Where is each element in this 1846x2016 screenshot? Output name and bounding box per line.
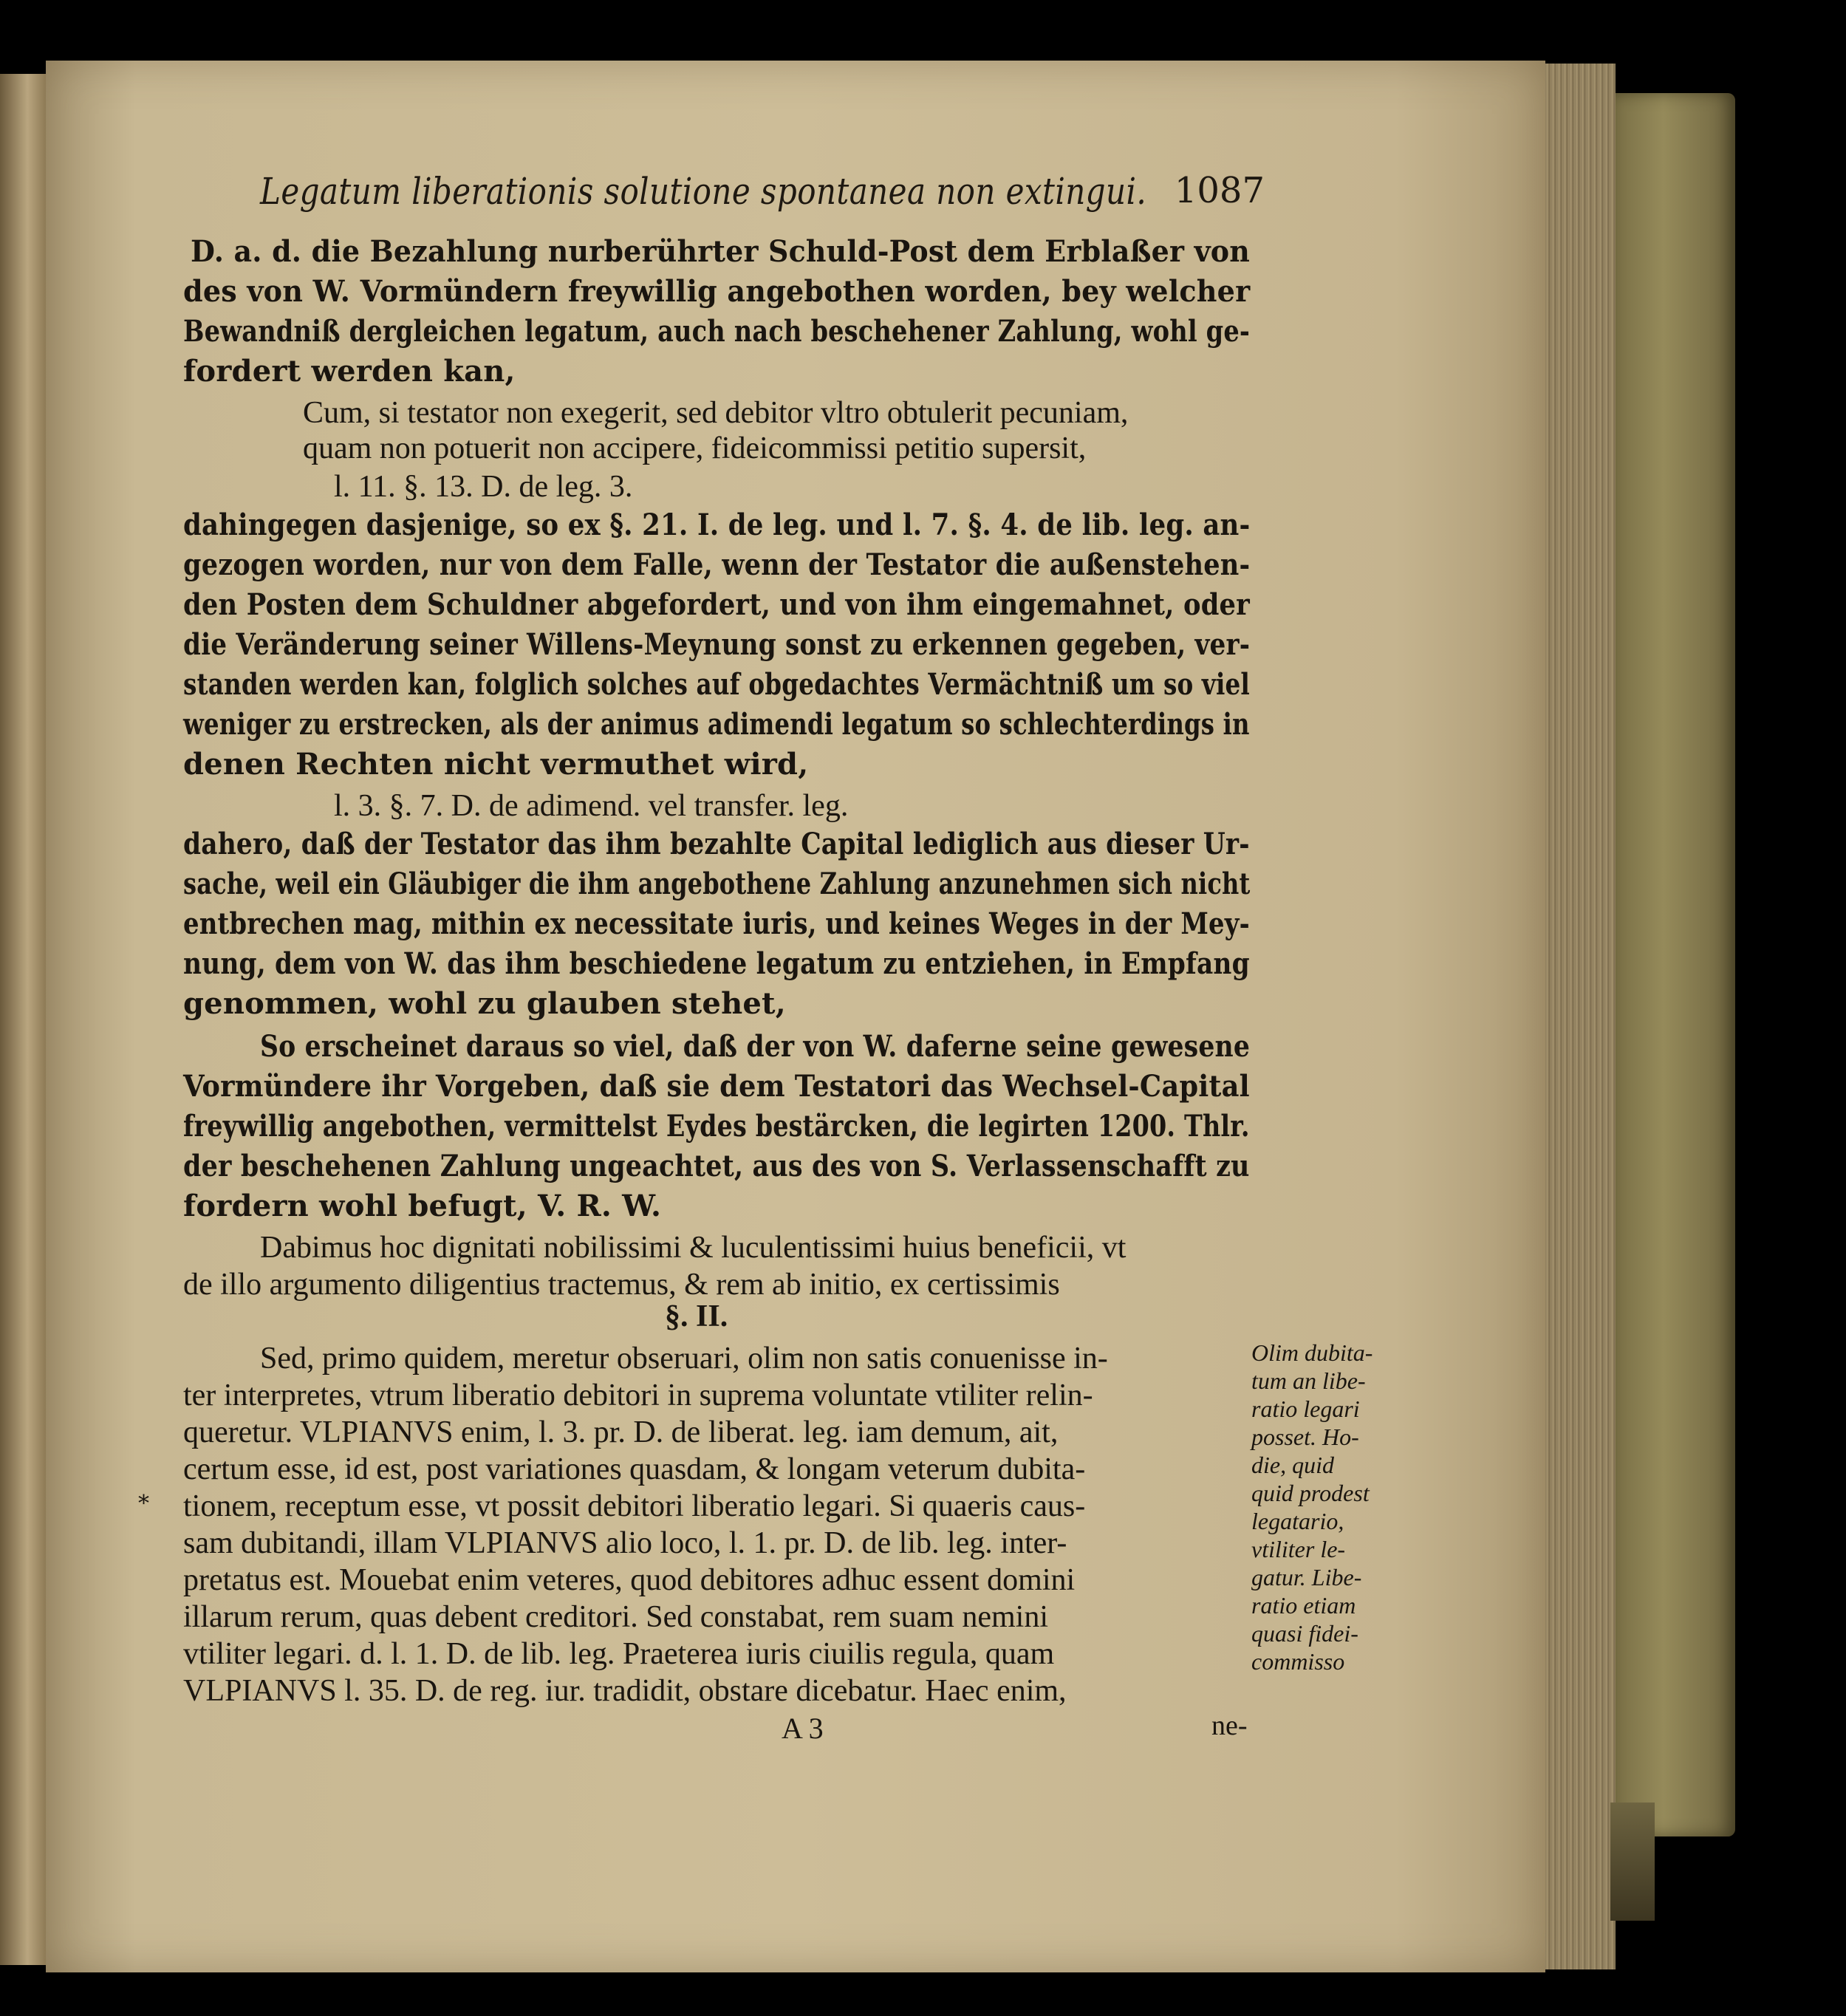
body-line: Vormündere ihr Vorgeben, daß sie dem Testatori das Wechsel-Capital bbox=[183, 1069, 1250, 1104]
margin-note-line: ratio etiam bbox=[1251, 1592, 1356, 1619]
signature-mark: A 3 bbox=[782, 1712, 824, 1745]
body-line: der beschehenen Zahlung ungeachtet, aus des von S. Verlassenschafft zu bbox=[183, 1149, 1250, 1183]
section-line: ter interpretes, vtrum liberatio debitori in suprema voluntate vtiliter relin- bbox=[183, 1378, 1093, 1412]
body-line: entbrechen mag, mithin ex necessitate iuris, und keines Weges in der Mey- bbox=[183, 906, 1250, 941]
section-line: Sed, primo quidem, meretur obseruari, olim non satis conuenisse in- bbox=[260, 1342, 1108, 1376]
body-line: denen Rechten nicht vermuthet wird, bbox=[183, 747, 809, 782]
running-header bbox=[260, 170, 1265, 223]
section-heading: §. II. bbox=[665, 1299, 728, 1333]
section-line: illarum rerum, quas debent creditori. Sed constabat, rem suam nemini bbox=[183, 1600, 1048, 1634]
section-line: certum esse, id est, post variationes quasdam, & longam veterum dubita- bbox=[183, 1452, 1086, 1486]
section-line: queretur. VLPIANVS enim, l. 3. pr. D. de liberat. leg. iam demum, ait, bbox=[183, 1415, 1059, 1449]
body-line: D. a. d. die Bezahlung nurberührter Schuld-Post dem Erblaßer von bbox=[191, 234, 1251, 269]
asterisk-mark: * bbox=[138, 1491, 149, 1517]
body-line: weniger zu erstrecken, als der animus adimendi legatum so schlechterdings in bbox=[183, 707, 1250, 742]
margin-note-line: Olim dubita- bbox=[1251, 1339, 1373, 1366]
body-line: den Posten dem Schuldner abgefordert, und von ihm eingemahnet, oder bbox=[183, 587, 1250, 622]
body-line: Bewandniß dergleichen legatum, auch nach beschehener Zahlung, wohl ge- bbox=[183, 314, 1251, 349]
body-line-quote: Cum, si testator non exegerit, sed debitor vltro obtulerit pecuniam, bbox=[303, 396, 1129, 430]
section-line: VLPIANVS l. 35. D. de reg. iur. tradidit, obstare dicebatur. Haec enim, bbox=[183, 1674, 1067, 1708]
body-line: des von W. Vormündern freywillig angebothen worden, bey welcher bbox=[183, 274, 1251, 309]
body-line: standen werden kan, folglich solches auf obgedachtes Vermächtniß um so viel bbox=[183, 667, 1250, 702]
margin-note-line: commisso bbox=[1251, 1648, 1345, 1675]
margin-note-line: posset. Ho- bbox=[1251, 1424, 1359, 1450]
body-line-citation: l. 3. §. 7. D. de adimend. vel transfer. leg. bbox=[334, 789, 849, 823]
margin-note-line: legatario, bbox=[1251, 1508, 1344, 1534]
margin-note-line: ratio legari bbox=[1251, 1395, 1360, 1422]
body-line: gezogen worden, nur von dem Falle, wenn der Testator die außenstehen- bbox=[183, 547, 1251, 582]
margin-note-line: die, quid bbox=[1251, 1452, 1334, 1478]
margin-note-line: quid prodest bbox=[1251, 1480, 1370, 1506]
body-line: fordert werden kan, bbox=[183, 354, 516, 389]
body-line: genommen, wohl zu glauben stehet, bbox=[183, 986, 786, 1021]
section-line: tionem, receptum esse, vt possit debitori liberatio legari. Si quaeris caus- bbox=[183, 1489, 1086, 1523]
page-edges bbox=[1545, 64, 1616, 1969]
running-title: Legatum liberationis solutione spontanea non extingui. bbox=[260, 170, 1147, 213]
binding-corner bbox=[1610, 1803, 1655, 1921]
body-line-latin: de illo argumento diligentius tractemus, & rem ab initio, ex certissimis bbox=[183, 1268, 1060, 1302]
margin-note bbox=[1251, 1339, 1414, 1675]
margin-note-line: quasi fidei- bbox=[1251, 1620, 1358, 1647]
margin-note-line: vtiliter le- bbox=[1251, 1536, 1346, 1562]
body-line: fordern wohl befugt, V. R. W. bbox=[183, 1189, 662, 1223]
body-line: sache, weil ein Gläubiger die ihm angebothene Zahlung anzunehmen sich nicht bbox=[183, 867, 1251, 901]
body-line-latin: Dabimus hoc dignitati nobilissimi & luculentissimi huius beneficii, vt bbox=[260, 1231, 1127, 1265]
body-line: So erscheinet daraus so viel, daß der von W. daferne seine gewesene bbox=[260, 1029, 1251, 1064]
body-line: dahero, daß der Testator das ihm bezahlte Capital lediglich aus dieser Ur- bbox=[183, 827, 1250, 861]
body-line: freywillig angebothen, vermittelst Eydes bestärcken, die legirten 1200. Thlr. bbox=[183, 1109, 1250, 1144]
page-number: 1087 bbox=[1174, 170, 1265, 211]
catchword: ne- bbox=[1211, 1710, 1248, 1741]
section-line: vtiliter legari. d. l. 1. D. de lib. leg. Praeterea iuris ciuilis regula, quam bbox=[183, 1637, 1055, 1671]
body-line-citation: l. 11. §. 13. D. de leg. 3. bbox=[334, 470, 633, 504]
body-line-quote: quam non potuerit non accipere, fideicommissi petitio supersit, bbox=[303, 431, 1087, 465]
body-line: nung, dem von W. das ihm beschiedene legatum zu entziehen, in Empfang bbox=[183, 946, 1250, 981]
section-line: pretatus est. Mouebat enim veteres, quod debitores adhuc essent domini bbox=[183, 1563, 1076, 1597]
body-line: dahingegen dasjenige, so ex §. 21. I. de leg. und l. 7. §. 4. de lib. leg. an- bbox=[183, 508, 1251, 542]
body-line: die Veränderung seiner Willens-Meynung sonst zu erkennen gegeben, ver- bbox=[183, 627, 1251, 662]
section-line: sam dubitandi, illam VLPIANVS alio loco, l. 1. pr. D. de lib. leg. inter- bbox=[183, 1526, 1067, 1560]
book-binding bbox=[1616, 93, 1735, 1836]
margin-note-line: gatur. Libe- bbox=[1251, 1564, 1362, 1590]
left-page-edge bbox=[0, 74, 48, 1965]
margin-note-line: tum an libe- bbox=[1251, 1367, 1366, 1394]
